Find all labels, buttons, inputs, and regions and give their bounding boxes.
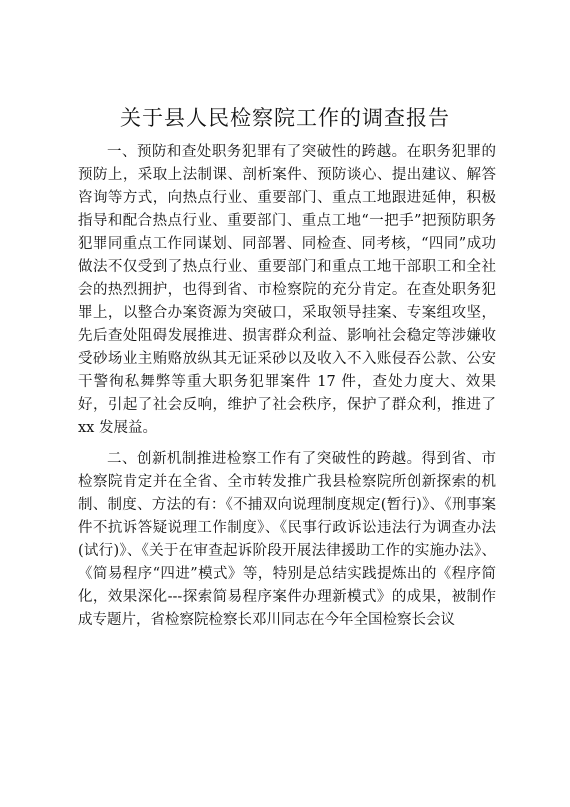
paragraph-prevention: 一、预防和查处职务犯罪有了突破性的跨越。在职务犯罪的预防上，采取上法制课、剖析案件、预防谈心、提出建议、解答咨询等方式，向热点行业、重要部门、重点工地跟进延伸，积极指导和配合热点行业、重要部门、重点工地“一把手”把预防职务犯罪同重点工作同谋划、同部署、同检查、同考核，“四同”成功做法不仅受到了热点行业、重要部门和重点工地干部职工和全社会的热烈拥护，也得到省、市检察院的充分肯定。在查处职务犯罪上，以整合办案资源为突破口，采取领导挂案、专案组攻坚，先后查处阻碍发展推进、损害群众利益、影响社会稳定等涉嫌收受砂场业主贿赂放纵其无证采砂以及收入不入账侵吞公款、公安干警徇私舞弊等重大职务犯罪案件 17 件，查处力度大、效果好，引起了社会反响，维护了社会秩序，保护了群众利，推进了 xx 发展益。 bbox=[78, 144, 496, 436]
document-body bbox=[78, 141, 496, 632]
document-title: 关于县人民检察院工作的调查报告 bbox=[120, 106, 450, 130]
paragraph-innovation: 二、创新机制推进检察工作有了突破性的跨越。得到省、市检察院肯定并在全省、全市转发推广我县检察院所创新探索的机制、制度、方法的有：《不捕双向说理制度规定(暂行)》、《刑事案件不抗诉答疑说理工作制度》、《民事行政诉讼违法行为调查办法(试行)》、《关于在审查起诉阶段开展法律援助工作的实施办法》、《简易程序“四进”模式》等，特别是总结实践提炼出的《程序简化，效果深化---探索简易程序案件办理新模式》的成果，被制作成专题片，省检察院检察长邓川同志在今年全国检察长会议 bbox=[78, 451, 496, 628]
